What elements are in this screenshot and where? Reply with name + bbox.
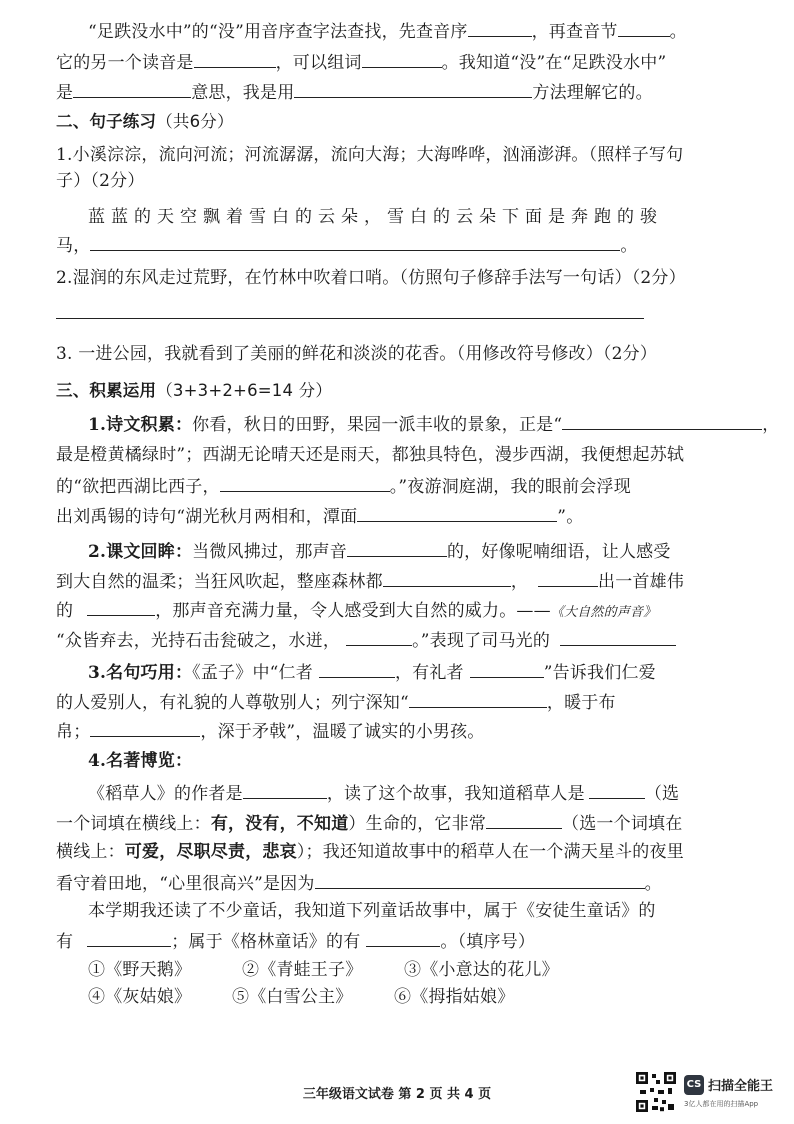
q3-1-line2: 最是橙黄橘绿时”；西湖无论晴天还是雨天，都独具特色，漫步西湖，我便想起苏轼 <box>56 445 685 465</box>
blank-method[interactable] <box>294 79 532 98</box>
option-3: ③《小意达的花儿》 <box>404 960 559 980</box>
q3-1-line4: 出刘禹锡的诗句“湖光秋月两相和，潭面 ”。 <box>56 503 734 529</box>
blank-life[interactable] <box>589 780 645 799</box>
q-mei-line2: 它的另一个读音是 ，可以组词 。我知道“没”在“足跌没水中” <box>56 49 734 75</box>
qr-code-icon <box>636 1072 676 1112</box>
blank-meaning[interactable] <box>73 79 191 98</box>
blank-author[interactable] <box>243 780 327 799</box>
q-mei-line1: “足跌没水中”的“没”用音序查字法查找，先查音序 ，再查音节 。 <box>88 18 734 44</box>
answer-line-2-1[interactable] <box>90 232 620 251</box>
blank-grimm[interactable] <box>366 928 440 947</box>
option-2: ②《青蛙王子》 <box>242 960 363 980</box>
blank-very[interactable] <box>486 810 562 829</box>
q3-4-line2: 一个词填在横线上：有，没有，不知道）生命的，它非常 （选一个词填在 <box>56 810 734 836</box>
camscanner-logo: CS <box>684 1075 704 1095</box>
q3-4-line5: 本学期我还读了不少童话，我知道下列童话故事中，属于《安徒生童话》的 <box>88 901 656 921</box>
blank-poem-3[interactable] <box>357 503 557 522</box>
q3-4-line3: 横线上：可爱，尽职尽责，悲哀）；我还知道故事中的稻草人在一个满天星斗的夜里 <box>56 842 684 862</box>
q3-3-line3: 帛； ，深于矛戟”，温暖了诚实的小男孩。 <box>56 718 734 744</box>
blank-poem-2[interactable] <box>220 473 390 492</box>
q3-3-line2: 的人爱别人，有礼貌的人尊敬别人；列宁深知“ ，暖于布 <box>56 689 734 715</box>
blank-liening-1[interactable] <box>409 689 547 708</box>
page-footer: 三年级语文试卷 第 2 页 共 4 页 <box>302 1087 492 1102</box>
q3-2-line3: 的 ，那声音充满力量，令人感受到大自然的威力。——《大自然的声音》 <box>56 597 734 625</box>
camscanner-tagline: 3亿人都在用的扫描App <box>684 1100 759 1108</box>
blank-poem-1[interactable] <box>562 411 762 430</box>
q3-4-line4: 看守着田地，“心里很高兴”是因为 。 <box>56 870 734 896</box>
q3-4-line6: 有 ；属于《格林童话》的有 。（填序号） <box>56 928 734 954</box>
answer-line-2-2[interactable] <box>56 300 644 319</box>
blank-sound-1[interactable] <box>347 538 447 557</box>
blank-yinjie[interactable] <box>618 18 670 37</box>
q3-2-line2: 到大自然的温柔；当狂风吹起，整座森林都 ， 出一首雄伟 <box>56 568 734 594</box>
section-2-heading: 二、句子练习（共6分） <box>56 112 234 131</box>
blank-sound-2[interactable] <box>383 568 511 587</box>
blank-simaguang-2[interactable] <box>560 627 676 646</box>
q2-1-example: 蓝蓝的天空飘着雪白的云朵，雪白的云朵下面是奔跑的骏 <box>88 207 663 227</box>
blank-reason[interactable] <box>315 870 645 889</box>
q2-2: 2.湿润的东风走过荒野，在竹林中吹着口哨。（仿照句子修辞手法写一句话）（2分） <box>56 268 686 288</box>
q-mei-line3: 是 意思，我是用 方法理解它的。 <box>56 79 734 105</box>
blank-yinxu[interactable] <box>468 18 532 37</box>
q3-1-line3: 的“欲把西湖比西子， 。”夜游洞庭湖，我的眼前会浮现 <box>56 473 734 499</box>
blank-mengzi-2[interactable] <box>470 659 544 678</box>
section-3-heading: 三、积累运用（3+3+2+6=14 分） <box>56 381 333 400</box>
blank-sound-3[interactable] <box>538 568 598 587</box>
blank-mengzi-1[interactable] <box>319 659 395 678</box>
q2-1-line1: 1.小溪淙淙，流向河流；河流潺潺，流向大海；大海哗哗，汹涌澎湃。（照样子写句 <box>56 145 684 165</box>
option-1: ①《野天鹅》 <box>88 960 192 980</box>
option-4: ④《灰姑娘》 <box>88 987 192 1007</box>
blank-andersen[interactable] <box>87 928 171 947</box>
blank-liening-2[interactable] <box>90 718 200 737</box>
q3-4-label: 4.名著博览： <box>88 751 193 771</box>
q3-2-line4: “众皆弃去，光持石击瓮破之，水迸， 。”表现了司马光的 <box>56 627 734 653</box>
q3-3-line1: 3.名句巧用：《孟子》中“仁者 ，有礼者 ”告诉我们仁爱 <box>88 659 734 685</box>
blank-sound-4[interactable] <box>87 597 155 616</box>
camscanner-name: 扫描全能王 <box>708 1079 774 1094</box>
blank-zuci[interactable] <box>362 49 442 68</box>
blank-simaguang-1[interactable] <box>346 627 412 646</box>
option-6: ⑥《拇指姑娘》 <box>394 987 515 1007</box>
q2-2-answer <box>56 300 734 326</box>
blank-other-reading[interactable] <box>194 49 276 68</box>
q3-2-line1: 2.课文回眸：当微风拂过，那声音 的，好像呢喃细语，让人感受 <box>88 538 734 564</box>
q2-1-line2: 子）（2分） <box>56 171 145 191</box>
q2-3: 3. 一进公园，我就看到了美丽的鲜花和淡淡的花香。（用修改符号修改）（2分） <box>56 344 658 364</box>
q3-1-line1: 1.诗文积累：你看，秋日的田野，果园一派丰收的景象，正是“ ， <box>88 411 734 437</box>
option-5: ⑤《白雪公主》 <box>232 987 353 1007</box>
q2-1-answer: 马， 。 <box>56 232 734 258</box>
q3-4-line1: 《稻草人》的作者是 ，读了这个故事，我知道稻草人是 （选 <box>88 780 734 806</box>
